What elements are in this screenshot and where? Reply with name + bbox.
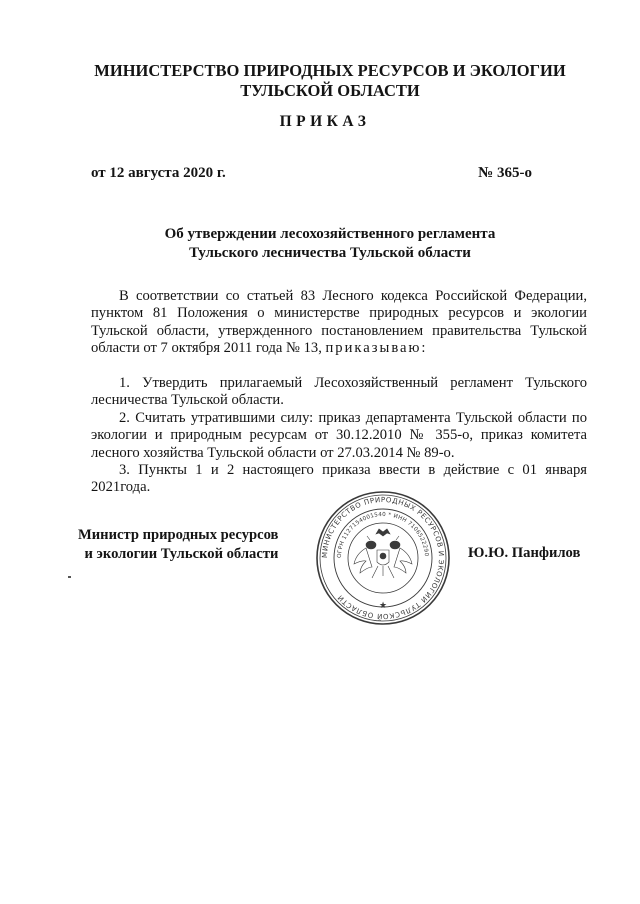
signer-name: Ю.Ю. Панфилов — [468, 545, 581, 561]
order-subject — [60, 225, 600, 263]
seal-outer-text: МИНИСТЕРСТВО ПРИРОДНЫХ РЕСУРСОВ И ЭКОЛОГИИ ТУЛЬСКОЙ ОБЛАСТИ — [320, 495, 446, 621]
ministry-name-line1: МИНИСТЕРСТВО ПРИРОДНЫХ РЕСУРСОВ И ЭКОЛОГИИ — [94, 61, 566, 80]
order-body — [91, 288, 587, 497]
ministry-name-line2: ТУЛЬСКОЙ ОБЛАСТИ — [240, 81, 420, 100]
signer-position-line2: и экологии Тульской области — [84, 546, 279, 562]
svg-text:★: ★ — [378, 601, 388, 611]
preamble-text: В соответствии со статьей 83 Лесного кодекса Российской Федерации, пунктом 81 Положения о министерстве природных ресурсов и экологии Тульской области, утвержденного постановлением правительства Тульской области от 7 октября 2011 года № 13, — [91, 288, 587, 357]
document-type-title: ПРИКАЗ — [279, 113, 371, 130]
ministry-header — [60, 61, 600, 101]
order-item-1: 1. Утвердить прилагаемый Лесохозяйственный регламент Тульского лесничества Тульской области. — [91, 375, 587, 409]
order-number: № 365-о — [478, 165, 532, 181]
subject-line2: Тульского лесничества Тульской области — [189, 245, 471, 261]
order-item-3: 3. Пункты 1 и 2 настоящего приказа ввести в действие с 01 января 2021года. — [91, 462, 587, 496]
order-date: от 12 августа 2020 г. — [91, 165, 226, 181]
scan-speck — [68, 576, 71, 578]
order-item-2: 2. Считать утратившими силу: приказ департамента Тульской области по экологии и природным ресурсам от 30.12.2010 № 355-о, приказ комитета лесного хозяйства Тульской области от 27.03.2014 № 89-о. — [91, 409, 587, 461]
seal-inner-text: ОГРН 1127154001540 * ИНН 7106522290 — [336, 511, 430, 559]
preamble-paragraph — [91, 288, 587, 358]
signer-position-line1: Министр природных ресурсов — [78, 527, 279, 543]
subject-line1: Об утверждении лесохозяйственного регламента — [164, 226, 496, 242]
signer-position — [78, 526, 278, 564]
order-word: приказываю: — [325, 340, 428, 357]
official-seal-stamp — [314, 490, 452, 626]
double-headed-eagle-icon — [354, 529, 412, 578]
